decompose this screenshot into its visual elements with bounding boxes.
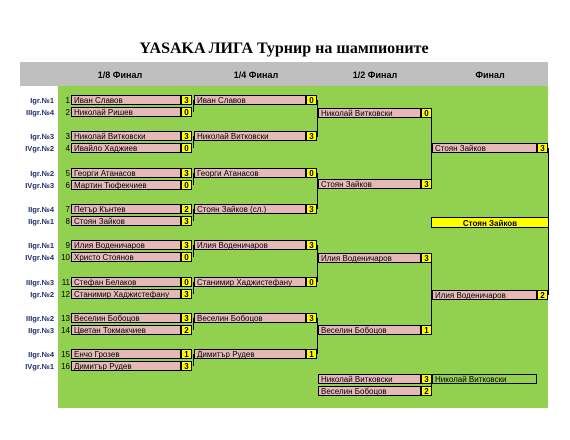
final-score-1: 3 bbox=[537, 143, 548, 153]
r16-score: 0 bbox=[181, 143, 192, 153]
group-label: IIgr.№1 bbox=[28, 217, 54, 226]
seed-number: 13 bbox=[61, 314, 70, 323]
qf-name-8: Димитър Рудев bbox=[194, 349, 306, 359]
seed-number: 9 bbox=[65, 241, 70, 250]
r16-score: 3 bbox=[181, 131, 192, 141]
r16-score: 3 bbox=[181, 289, 192, 299]
seed-number: 3 bbox=[65, 132, 70, 141]
qf-name-1: Иван Славов bbox=[194, 95, 306, 105]
seed-number: 15 bbox=[61, 350, 70, 359]
third-place-name-2: Веселин Бобоцов bbox=[318, 386, 421, 396]
connector bbox=[193, 100, 194, 112]
group-label: IVgr.№3 bbox=[25, 181, 54, 190]
final-score-2: 2 bbox=[537, 290, 548, 300]
seed-number: 14 bbox=[61, 326, 70, 335]
connector bbox=[193, 209, 194, 221]
seed-number: 4 bbox=[65, 144, 70, 153]
qf-score-2: 3 bbox=[306, 131, 317, 141]
connector bbox=[431, 113, 432, 184]
r16-player-name: Стефан Белаков bbox=[71, 277, 181, 287]
connector bbox=[193, 318, 194, 330]
group-label: IVgr.№1 bbox=[25, 362, 54, 371]
connector bbox=[317, 245, 318, 282]
connector bbox=[193, 136, 194, 148]
r16-player-name: Стоян Зайков bbox=[71, 216, 181, 226]
qf-name-5: Илия Воденичаров bbox=[194, 240, 306, 250]
group-label: IIgr.№4 bbox=[28, 350, 54, 359]
sf-name-2: Стоян Зайков bbox=[318, 179, 421, 189]
r16-player-name: Петър Кънтев bbox=[71, 204, 181, 214]
r16-player-name: Иван Славов bbox=[71, 95, 181, 105]
qf-score-4: 3 bbox=[306, 204, 317, 214]
r16-score: 2 bbox=[181, 204, 192, 214]
qf-score-5: 3 bbox=[306, 240, 317, 250]
qf-score-1: 0 bbox=[306, 95, 317, 105]
round-header-qf: 1/4 Финал bbox=[233, 70, 279, 80]
round-header-final: Финал bbox=[475, 70, 505, 80]
qf-score-8: 1 bbox=[306, 349, 317, 359]
qf-name-4: Стоян Зайков (сл.) bbox=[194, 204, 306, 214]
qf-score-6: 0 bbox=[306, 277, 317, 287]
r16-score: 0 bbox=[181, 277, 192, 287]
sf-score-3: 3 bbox=[421, 253, 432, 263]
r16-score: 0 bbox=[181, 252, 192, 262]
group-label: IIgr.№3 bbox=[28, 326, 54, 335]
connector bbox=[193, 282, 194, 294]
group-label: IIgr.№4 bbox=[28, 205, 54, 214]
third-place-score-2: 2 bbox=[421, 386, 432, 396]
r16-player-name: Илия Воденичаров bbox=[71, 240, 181, 250]
qf-name-7: Веселин Бобоцов bbox=[194, 313, 306, 323]
group-label: Igr.№2 bbox=[30, 169, 54, 178]
connector bbox=[431, 379, 432, 391]
group-label: IIgr.№1 bbox=[28, 241, 54, 250]
r16-score: 0 bbox=[181, 180, 192, 190]
r16-score: 3 bbox=[181, 95, 192, 105]
r16-player-name: Димитър Рудев bbox=[71, 361, 181, 371]
r16-score: 2 bbox=[181, 325, 192, 335]
r16-score: 3 bbox=[181, 216, 192, 226]
connector bbox=[317, 318, 318, 354]
r16-score: 1 bbox=[181, 349, 192, 359]
third-place-score-1: 3 bbox=[421, 374, 432, 384]
qf-name-3: Георги Атанасов bbox=[194, 168, 306, 178]
third-place-name-1: Николай Витковски bbox=[318, 374, 421, 384]
sf-score-2: 3 bbox=[421, 179, 432, 189]
r16-player-name: Цветан Токмакчиев bbox=[71, 325, 181, 335]
qf-score-7: 3 bbox=[306, 313, 317, 323]
seed-number: 11 bbox=[61, 278, 70, 287]
r16-player-name: Христо Стоянов bbox=[71, 252, 181, 262]
group-label: Igr.№1 bbox=[30, 96, 54, 105]
r16-score: 3 bbox=[181, 240, 192, 250]
third-place-winner: Николай Витковски bbox=[432, 374, 537, 384]
page-title: YASAKA ЛИГА Турнир на шампионите bbox=[20, 36, 548, 62]
r16-score: 3 bbox=[181, 168, 192, 178]
round-header-r16: 1/8 Финал bbox=[97, 70, 143, 80]
champion-banner: Стоян Зайков bbox=[431, 217, 549, 228]
connector bbox=[317, 100, 318, 137]
r16-player-name: Станимир Хаджистефану bbox=[71, 289, 181, 299]
sf-score-1: 0 bbox=[421, 108, 432, 118]
sf-name-3: Илия Воденичаров bbox=[318, 253, 421, 263]
qf-name-2: Николай Витковски bbox=[194, 131, 306, 141]
connector bbox=[548, 148, 549, 295]
group-label: IVgr.№4 bbox=[25, 253, 54, 262]
r16-player-name: Веселин Бобоцов bbox=[71, 313, 181, 323]
group-label: IVgr.№2 bbox=[25, 144, 54, 153]
group-label: IIIgr.№4 bbox=[26, 108, 54, 117]
group-label: Igr.№2 bbox=[30, 290, 54, 299]
r16-player-name: Енчо Грозев bbox=[71, 349, 181, 359]
connector bbox=[193, 354, 194, 366]
sf-score-4: 1 bbox=[421, 325, 432, 335]
connector bbox=[431, 258, 432, 330]
qf-score-3: 0 bbox=[306, 168, 317, 178]
group-label: IIIgr.№2 bbox=[26, 314, 54, 323]
connector bbox=[193, 173, 194, 185]
seed-number: 8 bbox=[65, 217, 70, 226]
r16-player-name: Ивайло Хаджиев bbox=[71, 143, 181, 153]
seed-number: 10 bbox=[61, 253, 70, 262]
r16-player-name: Георги Атанасов bbox=[71, 168, 181, 178]
seed-number: 1 bbox=[65, 96, 70, 105]
seed-number: 5 bbox=[65, 169, 70, 178]
seed-number: 6 bbox=[65, 181, 70, 190]
r16-score: 3 bbox=[181, 361, 192, 371]
r16-player-name: Мартин Тюфекчиев bbox=[71, 180, 181, 190]
final-name-2: Илия Воденичаров bbox=[432, 290, 537, 300]
seed-number: 2 bbox=[65, 108, 70, 117]
connector bbox=[193, 245, 194, 257]
r16-score: 3 bbox=[181, 313, 192, 323]
final-name-1: Стоян Зайков bbox=[432, 143, 537, 153]
r16-player-name: Николай Витковски bbox=[71, 131, 181, 141]
sf-name-1: Николай Витковски bbox=[318, 108, 421, 118]
group-label: IIIgr.№3 bbox=[26, 278, 54, 287]
qf-name-6: Станимир Хаджистефану bbox=[194, 277, 306, 287]
seed-number: 7 bbox=[65, 205, 70, 214]
seed-number: 12 bbox=[61, 290, 70, 299]
round-header-sf: 1/2 Финал bbox=[352, 70, 398, 80]
group-label: Igr.№3 bbox=[30, 132, 54, 141]
r16-player-name: Николай Ришев bbox=[71, 107, 181, 117]
seed-number: 16 bbox=[61, 362, 70, 371]
sf-name-4: Веселин Бобоцов bbox=[318, 325, 421, 335]
r16-score: 0 bbox=[181, 107, 192, 117]
connector bbox=[317, 173, 318, 209]
